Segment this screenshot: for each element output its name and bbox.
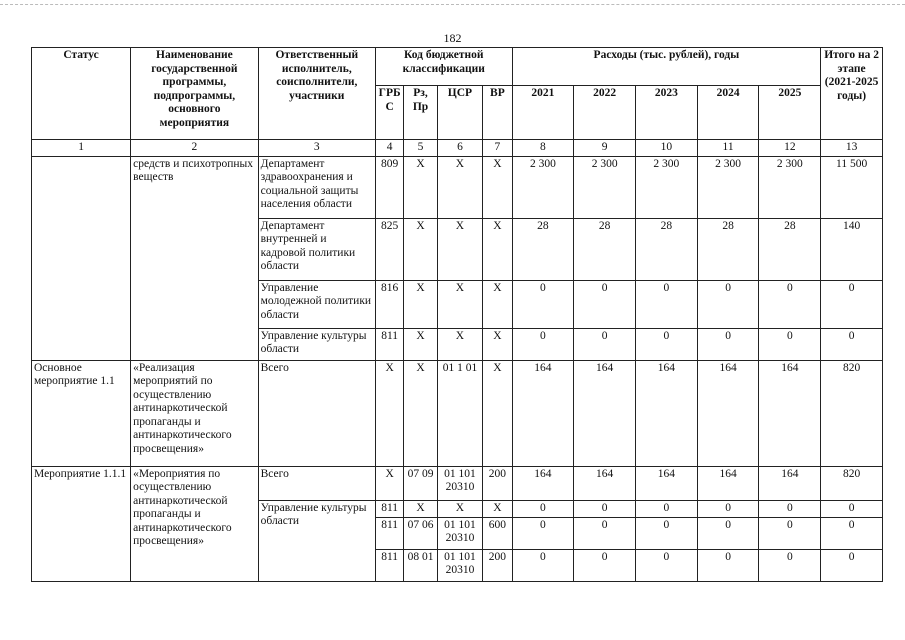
row-responsible: Управление молодежной политики области [258,280,375,328]
table-row [32,156,883,218]
header-grbs: ГРБ С [375,86,403,140]
row-value-2022: 0 [574,328,636,360]
header-rzpr: Рз, Пр [404,86,437,140]
header-year-2023: 2023 [636,86,698,140]
row-vr: Х [483,218,512,280]
row-value-2022: 28 [574,218,636,280]
row-vr: Х [483,280,512,328]
row-rzpr: Х [404,156,437,218]
row-vr: 200 [483,549,512,581]
row-csr: 01 1 01 [437,360,483,466]
row-value-2021: 164 [512,360,574,466]
row-value-2021: 0 [512,500,574,517]
row-vr: 600 [483,517,512,549]
column-number: 9 [574,140,636,157]
row-value-2025: 0 [759,517,821,549]
row-rzpr: Х [404,500,437,517]
row-value-2023: 0 [636,280,698,328]
row-rzpr: Х [404,218,437,280]
row-value-2021: 28 [512,218,574,280]
row-vr: Х [483,360,512,466]
row-value-2023: 0 [636,517,698,549]
row-csr: Х [437,156,483,218]
row-value-2024: 164 [697,466,759,500]
row-responsible: Управление культуры области [258,328,375,360]
row-vr: Х [483,500,512,517]
row-value-2024: 164 [697,360,759,466]
row-csr: 01 101 20310 [437,549,483,581]
row-csr: 01 101 20310 [437,517,483,549]
header-name: Наименование государственной программы, подпрограммы, основного мероприятия [131,48,258,140]
row-total: 0 [821,328,883,360]
row-value-2022: 0 [574,500,636,517]
row-total: 11 500 [821,156,883,218]
row-vr: Х [483,156,512,218]
row-value-2025: 0 [759,549,821,581]
row-csr: Х [437,218,483,280]
header-vr: ВР [483,86,512,140]
row-grbs: 816 [375,280,403,328]
column-number: 4 [375,140,403,157]
row-csr: 01 101 20310 [437,466,483,500]
row-csr: Х [437,280,483,328]
row-value-2023: 0 [636,549,698,581]
row-value-2025: 0 [759,328,821,360]
table-row [32,466,883,500]
row-name: средств и психотропных веществ [131,156,258,360]
column-number: 11 [697,140,759,157]
row-value-2023: 28 [636,218,698,280]
row-rzpr: Х [404,360,437,466]
row-rzpr: 07 06 [404,517,437,549]
row-value-2024: 0 [697,280,759,328]
row-value-2025: 28 [759,218,821,280]
column-number: 10 [636,140,698,157]
header-year-2024: 2024 [697,86,759,140]
column-number-row [32,140,883,157]
row-value-2021: 164 [512,466,574,500]
row-vr: Х [483,328,512,360]
row-responsible: Всего [258,466,375,500]
row-grbs: Х [375,466,403,500]
row-total: 820 [821,466,883,500]
row-name: «Реализация мероприятий по осуществлению антинаркотической пропаганды и антинаркотического просвещения» [131,360,258,466]
header-responsible: Ответственный исполнитель, соисполнители, участники [258,48,375,140]
row-vr: 200 [483,466,512,500]
row-value-2022: 2 300 [574,156,636,218]
row-rzpr: Х [404,280,437,328]
column-number: 8 [512,140,574,157]
header-status: Статус [32,48,131,140]
row-value-2024: 0 [697,549,759,581]
row-value-2025: 164 [759,466,821,500]
row-grbs: 825 [375,218,403,280]
row-value-2022: 164 [574,360,636,466]
header-expenses: Расходы (тыс. рублей), годы [512,48,821,86]
column-number: 3 [258,140,375,157]
row-total: 0 [821,517,883,549]
header-budget-code: Код бюджетной классификации [375,48,512,86]
row-value-2024: 28 [697,218,759,280]
column-number: 1 [32,140,131,157]
row-value-2025: 0 [759,280,821,328]
row-total: 0 [821,549,883,581]
row-total: 0 [821,500,883,517]
row-value-2023: 164 [636,466,698,500]
row-value-2022: 0 [574,280,636,328]
row-value-2021: 0 [512,549,574,581]
header-row [32,48,883,86]
row-total: 0 [821,280,883,328]
row-value-2025: 2 300 [759,156,821,218]
row-value-2024: 0 [697,500,759,517]
budget-table [31,47,883,582]
row-total: 140 [821,218,883,280]
row-value-2021: 0 [512,517,574,549]
header-csr: ЦСР [437,86,483,140]
row-status: Мероприятие 1.1.1 [32,466,131,581]
row-value-2022: 0 [574,517,636,549]
row-value-2023: 2 300 [636,156,698,218]
row-rzpr: 08 01 [404,549,437,581]
row-grbs: 809 [375,156,403,218]
header-year-2025: 2025 [759,86,821,140]
row-grbs: Х [375,360,403,466]
row-value-2024: 2 300 [697,156,759,218]
column-number: 13 [821,140,883,157]
row-name: «Мероприятия по осуществлению антинаркотической пропаганды и антинаркотического просвещения» [131,466,258,581]
row-value-2023: 0 [636,328,698,360]
header-total: Итого на 2 этапе (2021-2025 годы) [821,48,883,140]
row-csr: Х [437,328,483,360]
row-value-2025: 164 [759,360,821,466]
scan-top-edge [0,0,905,5]
column-number: 7 [483,140,512,157]
row-status [32,156,131,360]
header-year-2022: 2022 [574,86,636,140]
table-row [32,360,883,466]
row-value-2022: 0 [574,549,636,581]
column-number: 2 [131,140,258,157]
row-value-2021: 0 [512,328,574,360]
row-value-2024: 0 [697,328,759,360]
row-rzpr: 07 09 [404,466,437,500]
row-value-2022: 164 [574,466,636,500]
row-responsible: Всего [258,360,375,466]
row-total: 820 [821,360,883,466]
row-value-2023: 0 [636,500,698,517]
column-number: 12 [759,140,821,157]
row-grbs: 811 [375,500,403,517]
column-number: 5 [404,140,437,157]
row-csr: Х [437,500,483,517]
column-number: 6 [437,140,483,157]
row-value-2021: 0 [512,280,574,328]
row-value-2023: 164 [636,360,698,466]
row-grbs: 811 [375,328,403,360]
row-value-2024: 0 [697,517,759,549]
row-value-2021: 2 300 [512,156,574,218]
row-grbs: 811 [375,549,403,581]
row-grbs: 811 [375,517,403,549]
row-rzpr: Х [404,328,437,360]
row-responsible: Департамент внутренней и кадровой политики области [258,218,375,280]
row-value-2025: 0 [759,500,821,517]
header-year-2021: 2021 [512,86,574,140]
row-status: Основное мероприятие 1.1 [32,360,131,466]
row-responsible: Департамент здравоохранения и социальной защиты населения области [258,156,375,218]
page-number: 182 [443,31,462,45]
row-responsible: Управление культуры области [258,500,375,581]
